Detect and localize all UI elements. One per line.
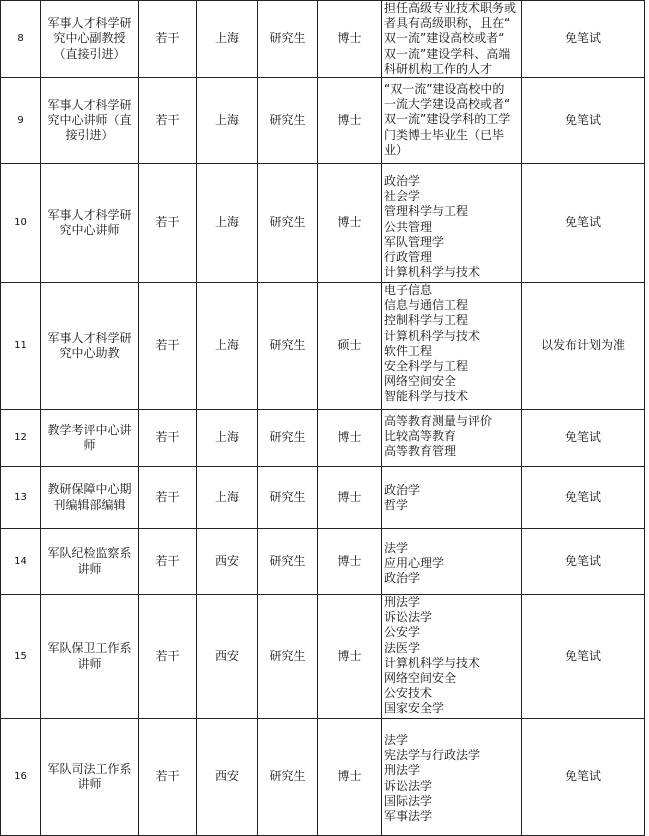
table-row bbox=[1, 467, 645, 529]
position-name: 教研保障中心期刊编辑部编辑 bbox=[41, 467, 139, 529]
requirement-line: 政治学 bbox=[384, 571, 421, 586]
requirement-line: 计算机科学与技术 bbox=[384, 265, 481, 280]
position-name: 军事人才科学研究中心助教 bbox=[41, 283, 139, 410]
requirement-line: 国家安全学 bbox=[384, 701, 445, 716]
major-requirements bbox=[382, 1, 522, 78]
requirement-line: 哲学 bbox=[384, 498, 409, 513]
education-level: 研究生 bbox=[258, 595, 318, 719]
major-requirements bbox=[382, 529, 522, 595]
position-name: 军事人才科学研究中心副教授（直接引进） bbox=[41, 1, 139, 78]
requirement-line: 安全科学与工程 bbox=[384, 359, 469, 374]
degree: 博士 bbox=[318, 410, 382, 467]
education-level: 研究生 bbox=[258, 529, 318, 595]
requirement-line: 双一流”建设学科、高端 bbox=[384, 46, 511, 61]
major-requirements bbox=[382, 283, 522, 410]
requirement-line: 法医学 bbox=[384, 640, 421, 655]
work-location: 上海 bbox=[197, 410, 258, 467]
exam-method: 免笔试 bbox=[522, 529, 645, 595]
row-number: 13 bbox=[1, 467, 41, 529]
hiring-count: 若干 bbox=[139, 283, 197, 410]
table-row bbox=[1, 78, 645, 164]
exam-method: 免笔试 bbox=[522, 1, 645, 78]
requirement-line: 电子信息 bbox=[384, 283, 433, 298]
degree: 博士 bbox=[318, 719, 382, 836]
position-name: 军队保卫工作系讲师 bbox=[41, 595, 139, 719]
work-location: 西安 bbox=[197, 719, 258, 836]
hiring-count: 若干 bbox=[139, 529, 197, 595]
requirement-line: 公共管理 bbox=[384, 219, 433, 234]
table-row bbox=[1, 719, 645, 836]
requirement-line: 一流大学建设高校或者“ bbox=[384, 97, 511, 112]
requirement-line: 网络空间安全 bbox=[384, 671, 457, 686]
work-location: 上海 bbox=[197, 467, 258, 529]
education-level: 研究生 bbox=[258, 719, 318, 836]
requirement-line: 社会学 bbox=[384, 189, 421, 204]
row-number: 16 bbox=[1, 719, 41, 836]
requirement-line: 双一流”建设高校或者“ bbox=[384, 31, 505, 46]
requirement-line: 应用心理学 bbox=[384, 556, 445, 571]
requirement-line: 国际法学 bbox=[384, 793, 433, 808]
position-name: 军事人才科学研究中心讲师 bbox=[41, 164, 139, 283]
exam-method: 免笔试 bbox=[522, 164, 645, 283]
requirement-line: 政治学 bbox=[384, 174, 421, 189]
education-level: 研究生 bbox=[258, 78, 318, 164]
row-number: 9 bbox=[1, 78, 41, 164]
work-location: 上海 bbox=[197, 283, 258, 410]
hiring-count: 若干 bbox=[139, 164, 197, 283]
requirement-line: 高等教育管理 bbox=[384, 444, 457, 459]
requirement-line: 双一流”建设学科的工学 bbox=[384, 112, 511, 127]
major-requirements bbox=[382, 164, 522, 283]
requirement-line: 诉讼法学 bbox=[384, 610, 433, 625]
requirement-line: 公安学 bbox=[384, 625, 421, 640]
requirement-line: 科研机构工作的人才 bbox=[384, 61, 493, 76]
row-number: 12 bbox=[1, 410, 41, 467]
position-name: 军队纪检监察系讲师 bbox=[41, 529, 139, 595]
exam-method: 免笔试 bbox=[522, 410, 645, 467]
major-requirements bbox=[382, 595, 522, 719]
requirement-line: 计算机科学与技术 bbox=[384, 328, 481, 343]
major-requirements bbox=[382, 78, 522, 164]
row-number: 10 bbox=[1, 164, 41, 283]
requirement-line: 管理科学与工程 bbox=[384, 204, 469, 219]
position-name: 军队司法工作系讲师 bbox=[41, 719, 139, 836]
degree: 博士 bbox=[318, 529, 382, 595]
exam-method: 免笔试 bbox=[522, 78, 645, 164]
requirement-line: 控制科学与工程 bbox=[384, 313, 469, 328]
hiring-count: 若干 bbox=[139, 78, 197, 164]
degree: 博士 bbox=[318, 467, 382, 529]
requirement-line: 诉讼法学 bbox=[384, 778, 433, 793]
hiring-count: 若干 bbox=[139, 410, 197, 467]
requirement-line: 行政管理 bbox=[384, 250, 433, 265]
degree: 硕士 bbox=[318, 283, 382, 410]
hiring-count: 若干 bbox=[139, 719, 197, 836]
major-requirements bbox=[382, 719, 522, 836]
row-number: 15 bbox=[1, 595, 41, 719]
table-row bbox=[1, 164, 645, 283]
education-level: 研究生 bbox=[258, 410, 318, 467]
requirement-line: 软件工程 bbox=[384, 343, 433, 358]
hiring-count: 若干 bbox=[139, 467, 197, 529]
degree: 博士 bbox=[318, 595, 382, 719]
requirement-line: 军事法学 bbox=[384, 809, 433, 824]
requirement-line: 军队管理学 bbox=[384, 234, 445, 249]
requirement-line: 门类博士毕业生（已毕 bbox=[384, 127, 505, 142]
position-name: 军事人才科学研究中心讲师（直接引进） bbox=[41, 78, 139, 164]
row-number: 8 bbox=[1, 1, 41, 78]
requirement-line: 刑法学 bbox=[384, 595, 421, 610]
requirement-line: 宪法学与行政法学 bbox=[384, 748, 481, 763]
major-requirements bbox=[382, 467, 522, 529]
requirement-line: 信息与通信工程 bbox=[384, 298, 469, 313]
education-level: 研究生 bbox=[258, 164, 318, 283]
requirement-line: 计算机科学与技术 bbox=[384, 655, 481, 670]
table-row bbox=[1, 283, 645, 410]
table-row bbox=[1, 529, 645, 595]
hiring-count: 若干 bbox=[139, 595, 197, 719]
table-row bbox=[1, 410, 645, 467]
requirement-line: 高等教育测量与评价 bbox=[384, 414, 493, 429]
work-location: 西安 bbox=[197, 595, 258, 719]
requirement-line: 网络空间安全 bbox=[384, 374, 457, 389]
requirement-line: 业） bbox=[384, 142, 409, 157]
work-location: 上海 bbox=[197, 78, 258, 164]
degree: 博士 bbox=[318, 1, 382, 78]
requirement-line: 刑法学 bbox=[384, 763, 421, 778]
exam-method: 以发布计划为准 bbox=[522, 283, 645, 410]
degree: 博士 bbox=[318, 164, 382, 283]
row-number: 14 bbox=[1, 529, 41, 595]
requirement-line: 智能科学与技术 bbox=[384, 389, 469, 404]
exam-method: 免笔试 bbox=[522, 467, 645, 529]
table-row bbox=[1, 1, 645, 78]
work-location: 西安 bbox=[197, 529, 258, 595]
exam-method: 免笔试 bbox=[522, 595, 645, 719]
requirement-line: 公安技术 bbox=[384, 686, 433, 701]
requirement-line: 法学 bbox=[384, 541, 409, 556]
major-requirements bbox=[382, 410, 522, 467]
table-row bbox=[1, 595, 645, 719]
requirement-line: 比较高等教育 bbox=[384, 429, 457, 444]
requirement-line: 政治学 bbox=[384, 483, 421, 498]
work-location: 上海 bbox=[197, 1, 258, 78]
hiring-count: 若干 bbox=[139, 1, 197, 78]
education-level: 研究生 bbox=[258, 1, 318, 78]
work-location: 上海 bbox=[197, 164, 258, 283]
requirement-line: 法学 bbox=[384, 733, 409, 748]
row-number: 11 bbox=[1, 283, 41, 410]
education-level: 研究生 bbox=[258, 467, 318, 529]
position-name: 教学考评中心讲师 bbox=[41, 410, 139, 467]
education-level: 研究生 bbox=[258, 283, 318, 410]
exam-method: 免笔试 bbox=[522, 719, 645, 836]
degree: 博士 bbox=[318, 78, 382, 164]
requirement-line: “双一流”建设高校中的 bbox=[384, 82, 505, 97]
requirement-line: 者具有高级职称，且在“ bbox=[384, 16, 511, 31]
requirement-line: 担任高级专业技术职务或 bbox=[384, 1, 517, 15]
